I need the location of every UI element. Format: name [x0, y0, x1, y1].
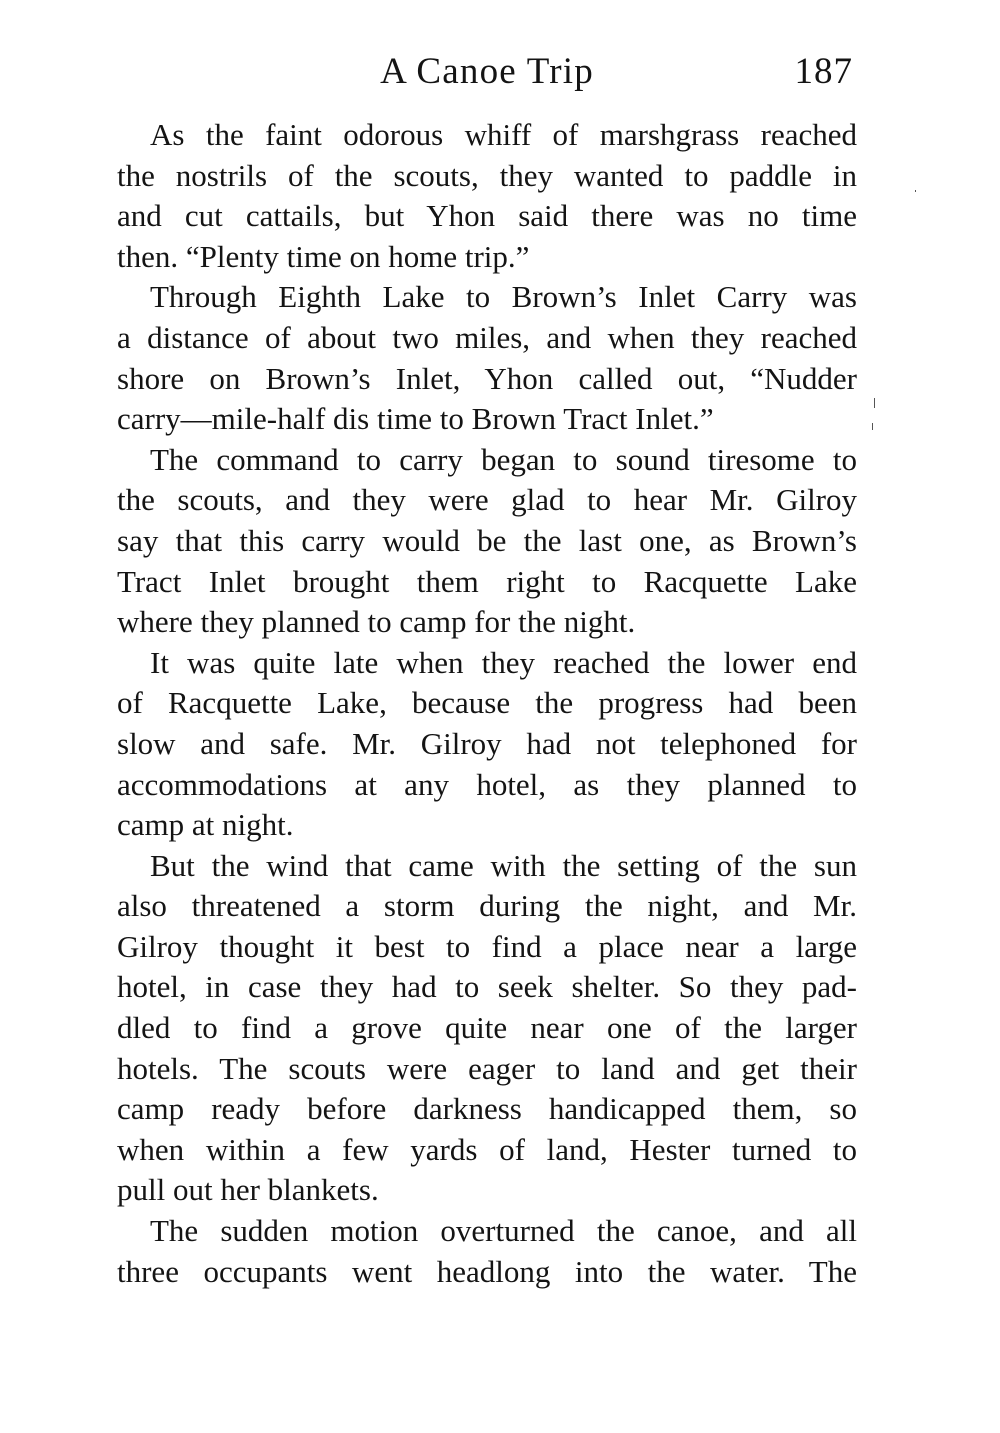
text-line: when within a few yards of land, Hester turned to	[117, 1131, 857, 1167]
text-line: carry—mile-half dis time to Brown Tract Inlet.”	[117, 401, 714, 437]
text-line: hotel, in case they had to seek shelter. So they pad-	[117, 969, 857, 1005]
text-line: the nostrils of the scouts, they wanted to paddle in	[117, 157, 857, 193]
text-line: accommodations at any hotel, as they planned to	[117, 766, 857, 802]
text-line: slow and safe. Mr. Gilroy had not telephoned for	[117, 725, 857, 761]
paragraph-4	[117, 643, 857, 846]
text-line: a distance of about two miles, and when they reached	[117, 319, 857, 355]
body-text	[117, 115, 857, 1292]
paragraph-2	[117, 277, 857, 439]
paragraph-1	[117, 115, 857, 277]
page-number: 187	[794, 51, 853, 92]
paragraph-5	[117, 846, 857, 1211]
text-line: But the wind that came with the setting of the sun	[150, 847, 857, 883]
text-line: camp at night.	[117, 807, 294, 843]
text-line: three occupants went headlong into the water. The	[117, 1253, 857, 1289]
text-line: hotels. The scouts were eager to land and get their	[117, 1050, 857, 1086]
text-line: pull out her blankets.	[117, 1172, 379, 1208]
text-line: also threatened a storm during the night, and Mr.	[117, 888, 857, 924]
text-line: It was quite late when they reached the lower end	[150, 644, 857, 680]
scan-speck	[915, 190, 916, 192]
text-line: the scouts, and they were glad to hear Mr. Gilroy	[117, 482, 857, 518]
text-line: Gilroy thought it best to find a place near a large	[117, 928, 857, 964]
scan-speck	[872, 423, 873, 430]
scan-speck	[874, 398, 875, 408]
text-line: then. “Plenty time on home trip.”	[117, 238, 530, 274]
text-line: Through Eighth Lake to Brown’s Inlet Carry was	[150, 279, 857, 315]
text-line: where they planned to camp for the night.	[117, 604, 636, 640]
text-line: say that this carry would be the last one, as Brown’s	[117, 522, 857, 558]
text-line: camp ready before darkness handicapped them, so	[117, 1091, 857, 1127]
text-line: shore on Brown’s Inlet, Yhon called out, “Nudder	[117, 360, 857, 396]
text-line: and cut cattails, but Yhon said there was no time	[117, 198, 857, 234]
text-line: of Racquette Lake, because the progress had been	[117, 685, 857, 721]
text-line: dled to find a grove quite near one of the larger	[117, 1010, 857, 1046]
text-line: Tract Inlet brought them right to Racquette Lake	[117, 563, 857, 599]
running-title: A Canoe Trip	[380, 51, 594, 92]
paragraph-6	[117, 1211, 857, 1292]
page-header	[117, 44, 857, 100]
text-line: As the faint odorous whiff of marshgrass reached	[150, 117, 857, 152]
paragraph-3	[117, 440, 857, 643]
text-line: The command to carry began to sound tiresome to	[150, 441, 857, 477]
text-line: The sudden motion overturned the canoe, and all	[150, 1213, 857, 1249]
